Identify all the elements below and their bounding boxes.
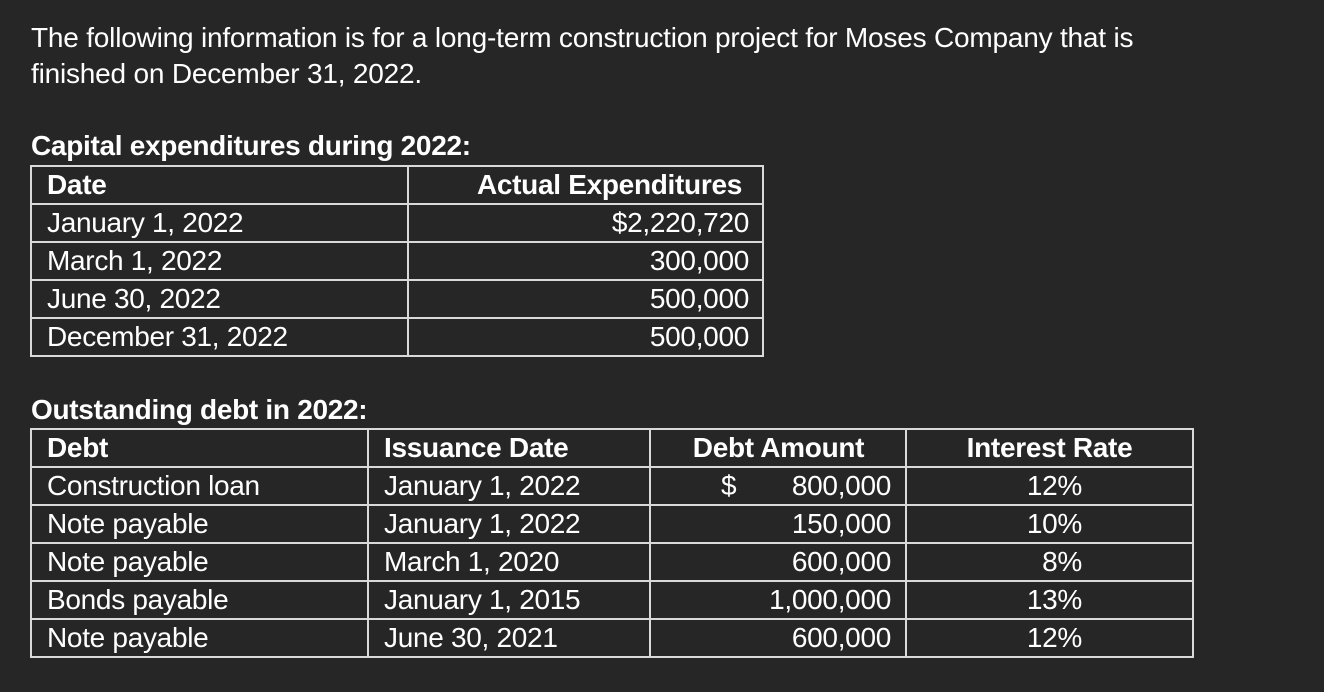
- column-header-debt-amount: Debt Amount: [650, 429, 906, 467]
- table-row: [31, 318, 763, 356]
- debt-amount: 600,000: [650, 543, 906, 581]
- debt-name: Construction loan: [31, 467, 368, 505]
- table-row: [31, 619, 1193, 657]
- debt-name: Note payable: [31, 505, 368, 543]
- expenditure-amount: $2,220,720: [408, 204, 763, 242]
- debt-amount: 600,000: [650, 619, 906, 657]
- table-row: [31, 242, 763, 280]
- expenditure-date: March 1, 2022: [31, 242, 408, 280]
- column-header-issuance-date: Issuance Date: [368, 429, 650, 467]
- column-header-date: Date: [31, 166, 408, 204]
- table-header-row: [31, 429, 1193, 467]
- debt-amount: 1,000,000: [650, 581, 906, 619]
- debt-amount: 150,000: [650, 505, 906, 543]
- outstanding-debt-table: [30, 428, 1194, 658]
- issuance-date: January 1, 2015: [368, 581, 650, 619]
- capital-expenditures-title: Capital expenditures during 2022:: [31, 130, 471, 161]
- issuance-date: March 1, 2020: [368, 543, 650, 581]
- table-row: [31, 581, 1193, 619]
- column-header-actual-expenditures: Actual Expenditures: [408, 166, 763, 204]
- interest-rate: 10%: [906, 505, 1193, 543]
- issuance-date: June 30, 2021: [368, 619, 650, 657]
- expenditure-amount: 300,000: [408, 242, 763, 280]
- interest-rate: 12%: [906, 619, 1193, 657]
- expenditure-amount: 500,000: [408, 280, 763, 318]
- intro-line-2: finished on December 31, 2022.: [31, 58, 422, 89]
- table-row: [31, 467, 1193, 505]
- capital-expenditures-table: [30, 165, 764, 357]
- table-row: [31, 204, 763, 242]
- table-row: [31, 543, 1193, 581]
- interest-rate: 13%: [906, 581, 1193, 619]
- interest-rate: 8%: [906, 543, 1193, 581]
- table-row: [31, 280, 763, 318]
- expenditure-amount: 500,000: [408, 318, 763, 356]
- column-header-debt: Debt: [31, 429, 368, 467]
- intro-line-1: The following information is for a long-term construction project for Moses Company that is: [31, 22, 1134, 53]
- debt-amount: 800,000: [791, 470, 891, 501]
- issuance-date: January 1, 2022: [368, 505, 650, 543]
- debt-name: Note payable: [31, 619, 368, 657]
- debt-name: Note payable: [31, 543, 368, 581]
- expenditure-date: June 30, 2022: [31, 280, 408, 318]
- issuance-date: January 1, 2022: [368, 467, 650, 505]
- column-header-interest-rate: Interest Rate: [906, 429, 1193, 467]
- intro-paragraph: [31, 20, 1316, 92]
- outstanding-debt-title: Outstanding debt in 2022:: [31, 394, 368, 425]
- debt-amount-cell: [650, 467, 906, 505]
- interest-rate: 12%: [906, 467, 1193, 505]
- debt-name: Bonds payable: [31, 581, 368, 619]
- expenditure-date: January 1, 2022: [31, 204, 408, 242]
- currency-symbol: $: [721, 470, 737, 501]
- expenditure-date: December 31, 2022: [31, 318, 408, 356]
- table-row: [31, 505, 1193, 543]
- table-header-row: [31, 166, 763, 204]
